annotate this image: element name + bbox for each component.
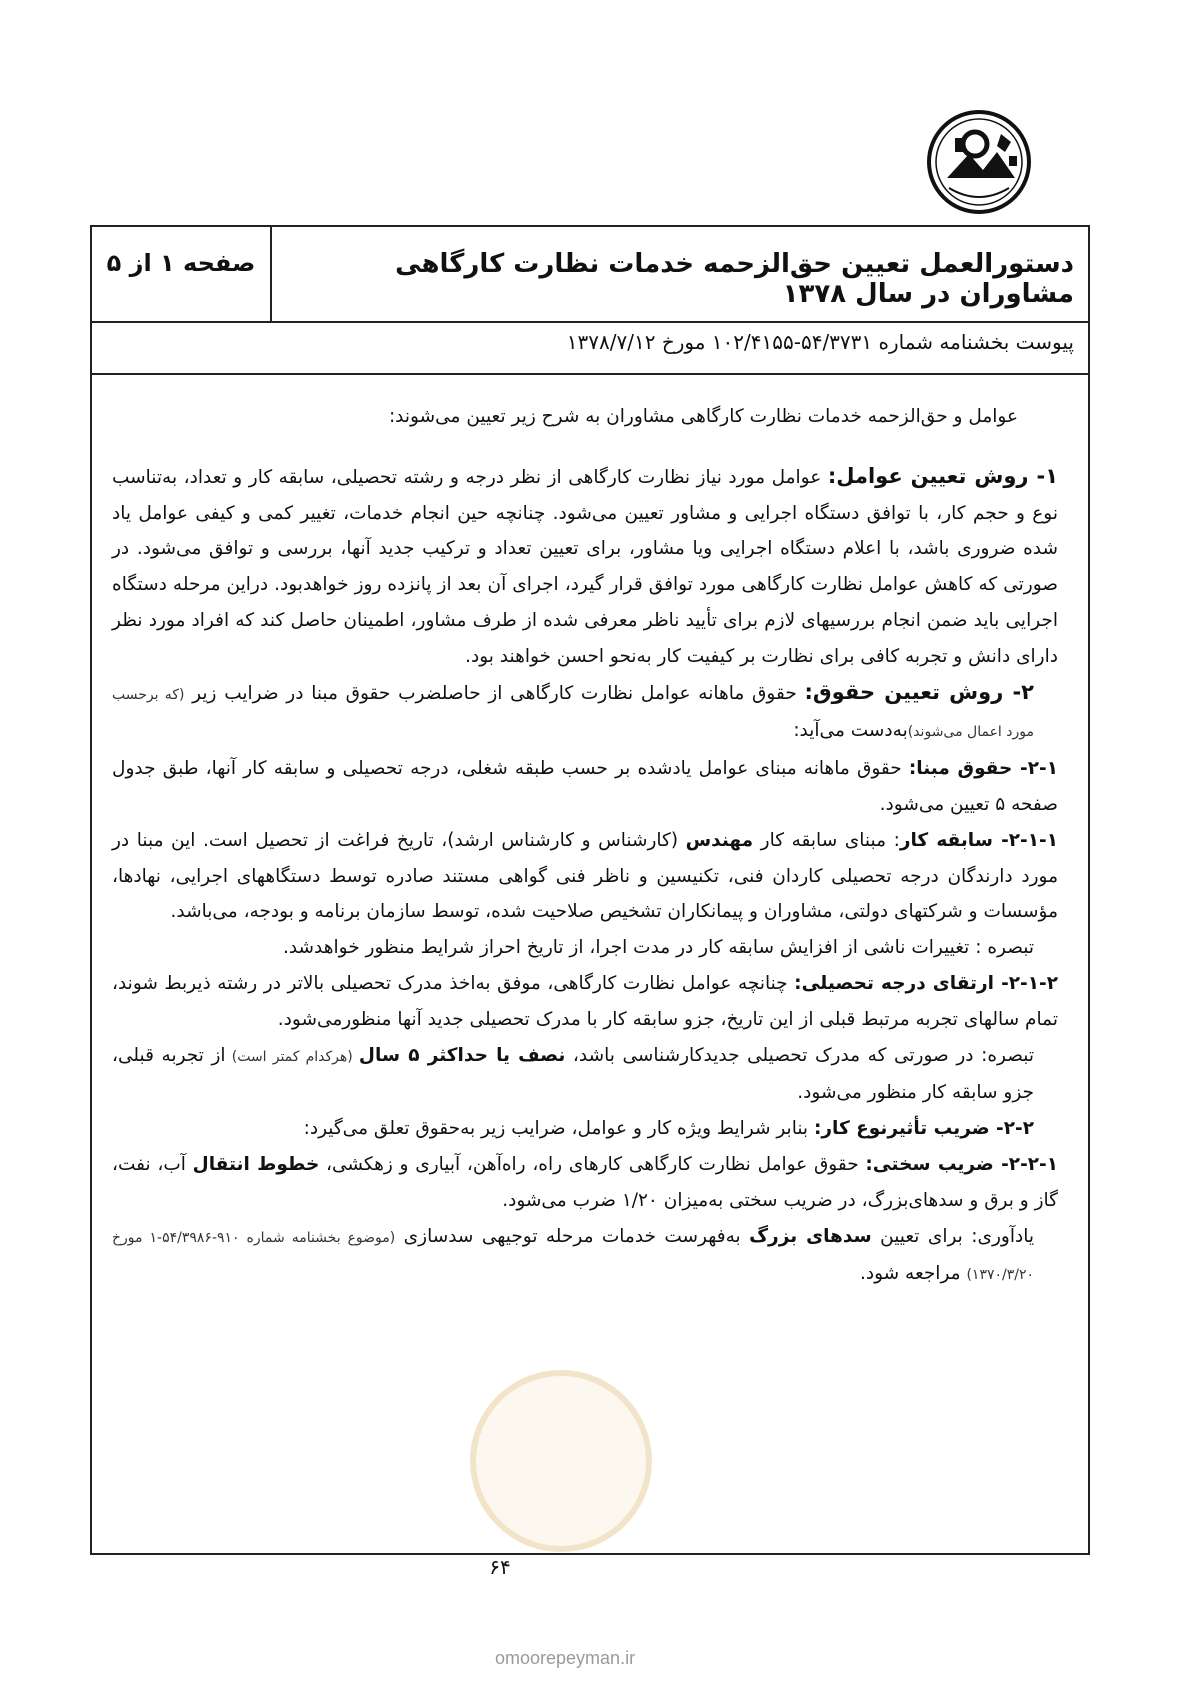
section-2-text: حقوق ماهانه عوامل نظارت کارگاهی از حاصلضرب حقوق مبنا در ضرایب زیر (184, 682, 805, 704)
watermark-url: omoorepeyman.ir (495, 1648, 636, 1668)
section-2-2-1-text: حقوق عوامل نظارت کارگاهی کارهای راه، راه‌آهن، آبیاری و زهکشی، (319, 1153, 866, 1175)
document-header (92, 227, 1088, 323)
section-1-heading: ۱- روش تعیین عوامل: (827, 463, 1059, 488)
section-2-2-1-heading: ۲-۲-۱- ضریب سختی: (865, 1153, 1059, 1175)
section-2-1-1-text: (کارشناس و کارشناس ارشد)، تاریخ فراغت از تحصیل است. این مبنا در مورد دارندگان درجه تحصیلی کاردان فنی، تکنیسین و ناظر فنی گواهی مستند صادره توسط دستگاههای اجرایی، نهادها، مؤسسات و شرکتهای دولتی، مشاوران و پیمانکاران تشخیص صلاحیت شده، توسط سازمان برنامه و بودجه، می‌باشد. (112, 829, 1058, 923)
section-2 (112, 675, 1058, 752)
section-2-1 (112, 751, 1058, 823)
organization-logo (925, 108, 1033, 216)
note-2-bold: نصف یا حداکثر ۵ سال (358, 1044, 566, 1066)
document-frame (90, 225, 1090, 1555)
section-2-1-1 (112, 823, 1058, 930)
note-2-tail: از تجربه قبلی، جزو سابقه کار منظور می‌شود. (112, 1044, 1034, 1104)
note-2-lead: تبصره: در صورتی که مدرک تحصیلی جدیدکارشناسی باشد، (565, 1044, 1035, 1066)
header-divider (270, 227, 272, 321)
section-2-heading: ۲- روش تعیین حقوق: (804, 679, 1034, 704)
section-2-2 (112, 1111, 1058, 1147)
page-indicator: صفحه ۱ از ۵ (106, 249, 256, 277)
reminder-bold: سدهای بزرگ (749, 1225, 872, 1247)
reminder-text: به‌فهرست خدمات مرحله توجیهی سدسازی (395, 1225, 750, 1247)
document-body (112, 399, 1058, 1294)
note-1: تبصره : تغییرات ناشی از افزایش سابقه کار در مدت اجرا، از تاریخ احراز شرایط منظور خواهدشد. (282, 937, 1034, 959)
section-2-2-1 (112, 1147, 1058, 1219)
watermark-seal (470, 1370, 652, 1552)
section-1 (112, 459, 1058, 675)
section-2-1-1-heading: ۲-۱-۱- سابقه کار (899, 829, 1058, 851)
annex-reference: پیوست بخشنامه شماره ۵۴/۳۷۳۱-۱۰۲/۴۱۵۵ مورخ ۱۳۷۸/۷/۱۲ (566, 330, 1074, 354)
document-title: دستورالعمل تعیین حق‌الزحمه خدمات نظارت کارگاهی مشاوران در سال ۱۳۷۸ (395, 249, 1074, 309)
reminder-tail: مراجعه شود. (859, 1263, 967, 1285)
section-2-1-heading: ۲-۱- حقوق مبنا: (908, 758, 1059, 780)
section-2-2-1-bold: خطوط انتقال (192, 1153, 320, 1175)
section-2-1-text: حقوق ماهانه مبنای عوامل یادشده بر حسب طبقه شغلی، درجه تحصیلی و سابقه کار آنها، طبق جدول صفحه ۵ تعیین می‌شود. (112, 758, 1058, 815)
section-2-1-2-text: چنانچه عوامل نظارت کارگاهی، موفق به‌اخذ مدرک تحصیلی بالاتر در رشته ذیربط شوند، تمام سالهای تجربه مرتبط قبلی از این تاریخ، جزو سابقه کار با مدرک تحصیلی جدید آنها منظورمی‌شود. (112, 972, 1058, 1030)
reminder-lead: یادآوری: برای تعیین (871, 1225, 1034, 1247)
section-2-tail: به‌دست می‌آید: (793, 720, 908, 742)
section-2-1-1-bold: مهندس (685, 829, 754, 851)
section-2-1-2 (112, 966, 1058, 1038)
section-2-note: (که برحسب مورد اعمال می‌شوند) (112, 686, 1034, 741)
reminder (112, 1219, 1058, 1295)
annex-row (92, 321, 1088, 375)
section-2-2-text: بنابر شرایط ویژه کار و عوامل، ضرایب زیر به‌حقوق تعلق می‌گیرد: (303, 1118, 814, 1140)
page-number: ۶۴ (489, 1555, 511, 1579)
note-2 (112, 1038, 1058, 1112)
intro-paragraph: عوامل و حق‌الزحمه خدمات نظارت کارگاهی مشاوران به شرح زیر تعیین می‌شوند: (388, 406, 1018, 427)
section-2-1-2-heading: ۲-۱-۲- ارتقای درجه تحصیلی: (794, 972, 1058, 994)
section-2-1-1-lead: : مبنای سابقه کار (753, 829, 900, 851)
section-1-text: عوامل مورد نیاز نظارت کارگاهی از نظر درجه و رشته تحصیلی، سابقه کار و تعداد، به‌تناسب نوع و حجم کار، با توافق دستگاه اجرایی و مشاور تعیین می‌شود. چنانچه حین انجام خدمات، تغییر کمی و کیفی عوامل یاد شده ضروری باشد، با اعلام دستگاه اجرایی ویا مشاور، برای تعیین تعداد و ترکیب جدید آنها، بررسی و توافق می‌شود. در صورتی که کاهش عوامل نظارت کارگاهی مورد توافق قرار گیرد، اجرای آن بعد از پانزده روز خواهدبود. دراین مرحله دستگاه اجرایی باید ضمن انجام بررسیهای لازم برای تأیید ناظر معرفی شده از طرف مشاور، اطمینان حاصل کند که افراد مورد نظر دارای دانش و تجربه کافی برای نظارت بر کیفیت کار به‌نحو احسن خواهند بود. (112, 466, 1058, 667)
reminder-small: (موضوع بخشنامه شماره ۹۱۰-۵۴/۳۹۸۶-۱ مورخ ۱۳۷۰/۳/۲۰) (112, 1229, 1034, 1284)
note-2-small: (هرکدام کمتر است) (225, 1048, 359, 1065)
section-2-2-heading: ۲-۲- ضریب تأثیرنوع کار: (813, 1118, 1034, 1140)
section-2-2-1-tail: آب، نفت، گاز و برق و سدهای‌بزرگ، در ضریب سختی به‌میزان ۱/۲۰ ضرب می‌شود. (112, 1153, 1058, 1211)
